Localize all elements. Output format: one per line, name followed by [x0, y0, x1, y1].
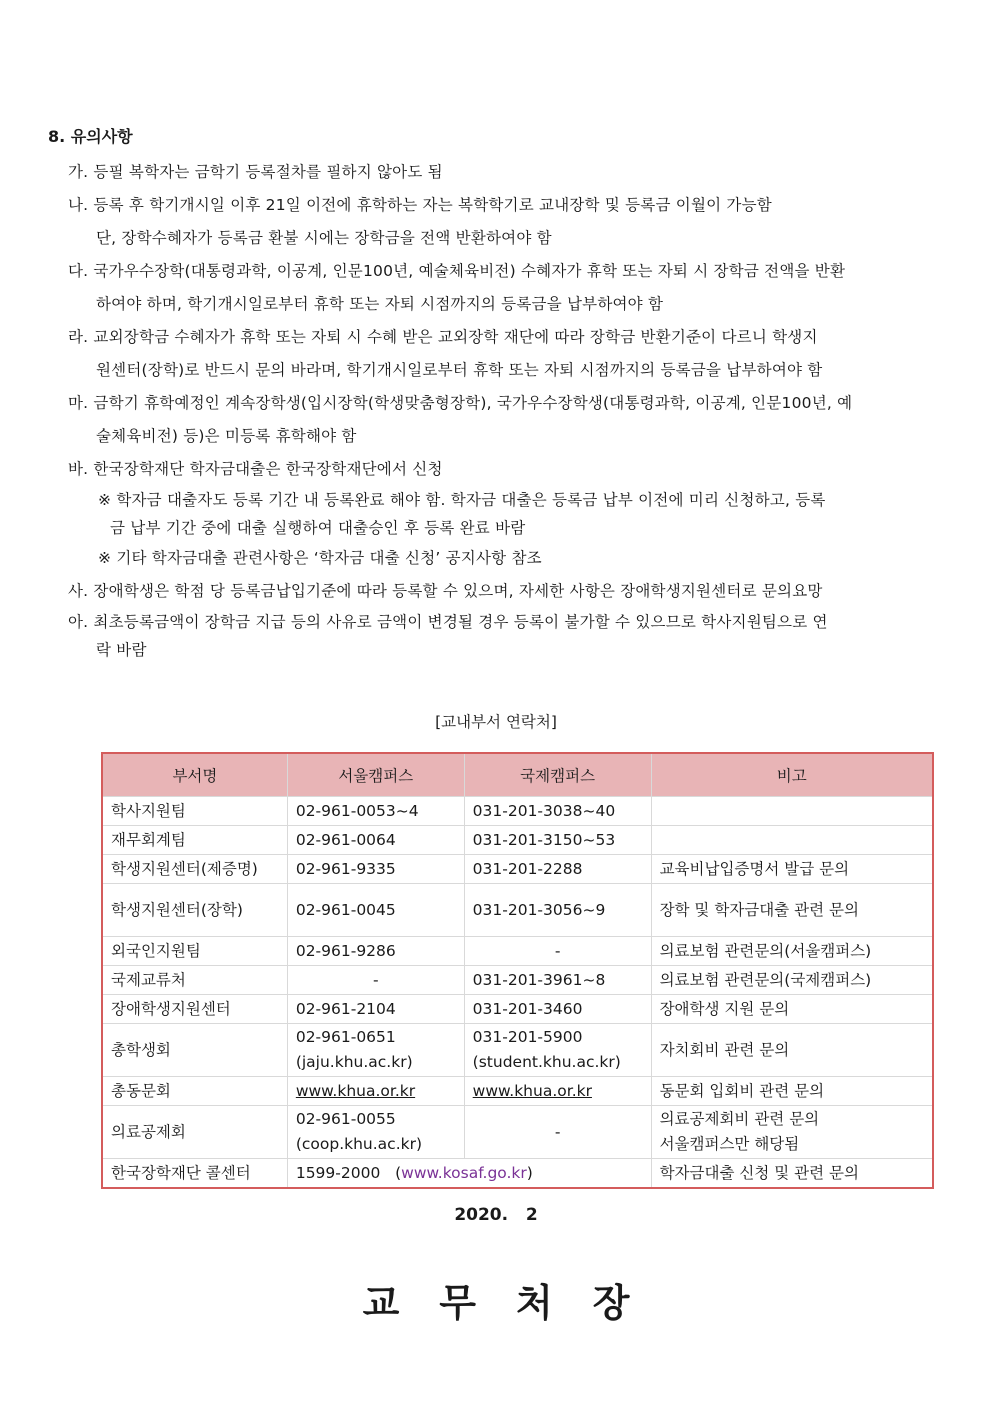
- note-da-cont: 하여야 하며, 학기개시일로부터 휴학 또는 자퇴 시점까지의 등록금을 납부하여야 함: [96, 295, 664, 313]
- paren-close: ): [526, 1163, 533, 1182]
- note-ra-cont: 원센터(장학)로 반드시 문의 바라며, 학기개시일로부터 휴학 또는 자퇴 시점까지의 등록금을 납부하여야 함: [96, 361, 823, 379]
- table-row: [102, 966, 933, 995]
- seoul-cell: 02-961-9335: [287, 855, 464, 884]
- table-row: [102, 826, 933, 855]
- notes-list: [68, 156, 948, 664]
- table-row: [102, 1077, 933, 1106]
- seoul-cell: -: [287, 966, 464, 995]
- table-row: [102, 1159, 933, 1189]
- seoul-phone: 02-961-0055: [295, 1110, 396, 1128]
- note-ra: 라. 교외장학금 수혜자가 휴학 또는 자퇴 시 수혜 받은 교외장학 재단에 따라 장학금 반환기준이 다르니 학생지: [68, 328, 818, 346]
- paren-open: (: [385, 1163, 402, 1182]
- table-caption: [교내부서 연락처]: [435, 713, 557, 731]
- note-line-1: 의료공제회비 관련 문의: [659, 1110, 820, 1128]
- seoul-cell: [287, 1106, 464, 1159]
- header-seoul: 서울캠퍼스: [287, 753, 464, 797]
- note-ga: 가. 등필 복학자는 금학기 등록절차를 필하지 않아도 됨: [68, 163, 443, 181]
- note-line-2: 서울캠퍼스만 해당됨: [659, 1135, 800, 1153]
- note-cell: 자치회비 관련 문의: [651, 1024, 933, 1077]
- note-da: 다. 국가우수장학(대통령과학, 이공계, 인문100년, 예술체육비전) 수혜자가 휴학 또는 자퇴 시 장학금 전액을 반환: [68, 262, 846, 280]
- seoul-cell: 02-961-2104: [287, 995, 464, 1024]
- note-ba-remark-1: ※ 학자금 대출자도 등록 기간 내 등록완료 해야 함. 학자금 대출은 등록금 납부 이전에 미리 신청하고, 등록: [98, 491, 826, 509]
- note-na: 나. 등록 후 학기개시일 이후 21일 이전에 휴학하는 자는 복학학기로 교내장학 및 등록금 이월이 가능함: [68, 196, 772, 214]
- note-a-cont: 락 바람: [96, 641, 147, 659]
- table-row: [102, 995, 933, 1024]
- global-cell: [464, 1024, 651, 1077]
- global-cell: 031-201-3460: [464, 995, 651, 1024]
- dept-cell: 학사지원팀: [102, 797, 287, 826]
- header-global: 국제캠퍼스: [464, 753, 651, 797]
- seoul-cell: 02-961-0053~4: [287, 797, 464, 826]
- note-ba: 바. 한국장학재단 학자금대출은 한국장학재단에서 신청: [68, 460, 443, 478]
- callcenter-contact-cell: [287, 1159, 651, 1189]
- note-ma: 마. 금학기 휴학예정인 계속장학생(입시장학(학생맞춤형장학), 국가우수장학생(대통령과학, 이공계, 인문100년, 예: [68, 394, 853, 412]
- note-cell: [651, 797, 933, 826]
- dept-cell: 총동문회: [102, 1077, 287, 1106]
- seoul-phone: 02-961-0651: [295, 1028, 396, 1046]
- note-cell: 교육비납입증명서 발급 문의: [651, 855, 933, 884]
- dept-cell: 한국장학재단 콜센터: [102, 1159, 287, 1189]
- section-title: 8. 유의사항: [48, 127, 133, 146]
- note-cell: 학자금대출 신청 및 관련 문의: [651, 1159, 933, 1189]
- note-ba-remark-2: ※ 기타 학자금대출 관련사항은 ‘학자금 대출 신청’ 공지사항 참조: [98, 549, 542, 567]
- seoul-cell: 02-961-0045: [287, 884, 464, 937]
- table-row: [102, 1106, 933, 1159]
- global-cell: 031-201-3961~8: [464, 966, 651, 995]
- global-website: (student.khu.ac.kr): [472, 1053, 621, 1071]
- contacts-table: [101, 752, 934, 1189]
- dept-cell: 재무회계팀: [102, 826, 287, 855]
- dept-cell: 학생지원센터(제증명): [102, 855, 287, 884]
- dept-cell: 국제교류처: [102, 966, 287, 995]
- table-row: [102, 797, 933, 826]
- dept-cell: 장애학생지원센터: [102, 995, 287, 1024]
- seoul-cell: [287, 1024, 464, 1077]
- global-phone: 031-201-5900: [472, 1028, 583, 1046]
- table-row: [102, 884, 933, 937]
- global-cell: 031-201-3038~40: [464, 797, 651, 826]
- global-cell: 031-201-3056~9: [464, 884, 651, 937]
- note-cell: 장애학생 지원 문의: [651, 995, 933, 1024]
- callcenter-phone: 1599-2000: [295, 1163, 381, 1182]
- global-cell: -: [464, 1106, 651, 1159]
- dept-cell: 외국인지원팀: [102, 937, 287, 966]
- dept-cell: 학생지원센터(장학): [102, 884, 287, 937]
- global-cell: -: [464, 937, 651, 966]
- table-row: [102, 937, 933, 966]
- header-note: 비고: [651, 753, 933, 797]
- table-row: [102, 1024, 933, 1077]
- seoul-website: (coop.khu.ac.kr): [295, 1135, 423, 1153]
- document-date: 2020. 2: [454, 1205, 538, 1225]
- seoul-cell: 02-961-0064: [287, 826, 464, 855]
- note-na-cont: 단, 장학수혜자가 등록금 환불 시에는 장학금을 전액 반환하여야 함: [96, 229, 552, 247]
- dept-cell: 총학생회: [102, 1024, 287, 1077]
- seoul-cell: 02-961-9286: [287, 937, 464, 966]
- global-cell: 031-201-2288: [464, 855, 651, 884]
- note-cell: [651, 826, 933, 855]
- note-a: 아. 최초등록금액이 장학금 지급 등의 사유로 금액이 변경될 경우 등록이 불가할 수 있으므로 학사지원팀으로 연: [68, 613, 828, 631]
- note-cell: 동문회 입회비 관련 문의: [651, 1077, 933, 1106]
- table-header-row: [102, 753, 933, 797]
- seoul-website: (jaju.khu.ac.kr): [295, 1053, 413, 1071]
- alumni-link-global[interactable]: www.khua.or.kr: [472, 1081, 592, 1100]
- global-cell: 031-201-3150~53: [464, 826, 651, 855]
- global-cell: [464, 1077, 651, 1106]
- kosaf-link[interactable]: www.kosaf.go.kr: [401, 1163, 527, 1182]
- note-cell: 의료보험 관련문의(국제캠퍼스): [651, 966, 933, 995]
- note-cell: [651, 1106, 933, 1159]
- header-dept: 부서명: [102, 753, 287, 797]
- note-sa: 사. 장애학생은 학점 당 등록금납입기준에 따라 등록할 수 있으며, 자세한 사항은 장애학생지원센터로 문의요망: [68, 582, 823, 600]
- alumni-link-seoul[interactable]: www.khua.or.kr: [295, 1081, 416, 1100]
- note-cell: 의료보험 관련문의(서울캠퍼스): [651, 937, 933, 966]
- table-row: [102, 855, 933, 884]
- signature-title: 교무처장: [362, 1281, 670, 1325]
- note-cell: 장학 및 학자금대출 관련 문의: [651, 884, 933, 937]
- note-ba-remark-1-cont: 금 납부 기간 중에 대출 실행하여 대출승인 후 등록 완료 바람: [110, 519, 526, 537]
- dept-cell: 의료공제회: [102, 1106, 287, 1159]
- seoul-cell: [287, 1077, 464, 1106]
- note-ma-cont: 술체육비전) 등)은 미등록 휴학해야 함: [96, 427, 357, 445]
